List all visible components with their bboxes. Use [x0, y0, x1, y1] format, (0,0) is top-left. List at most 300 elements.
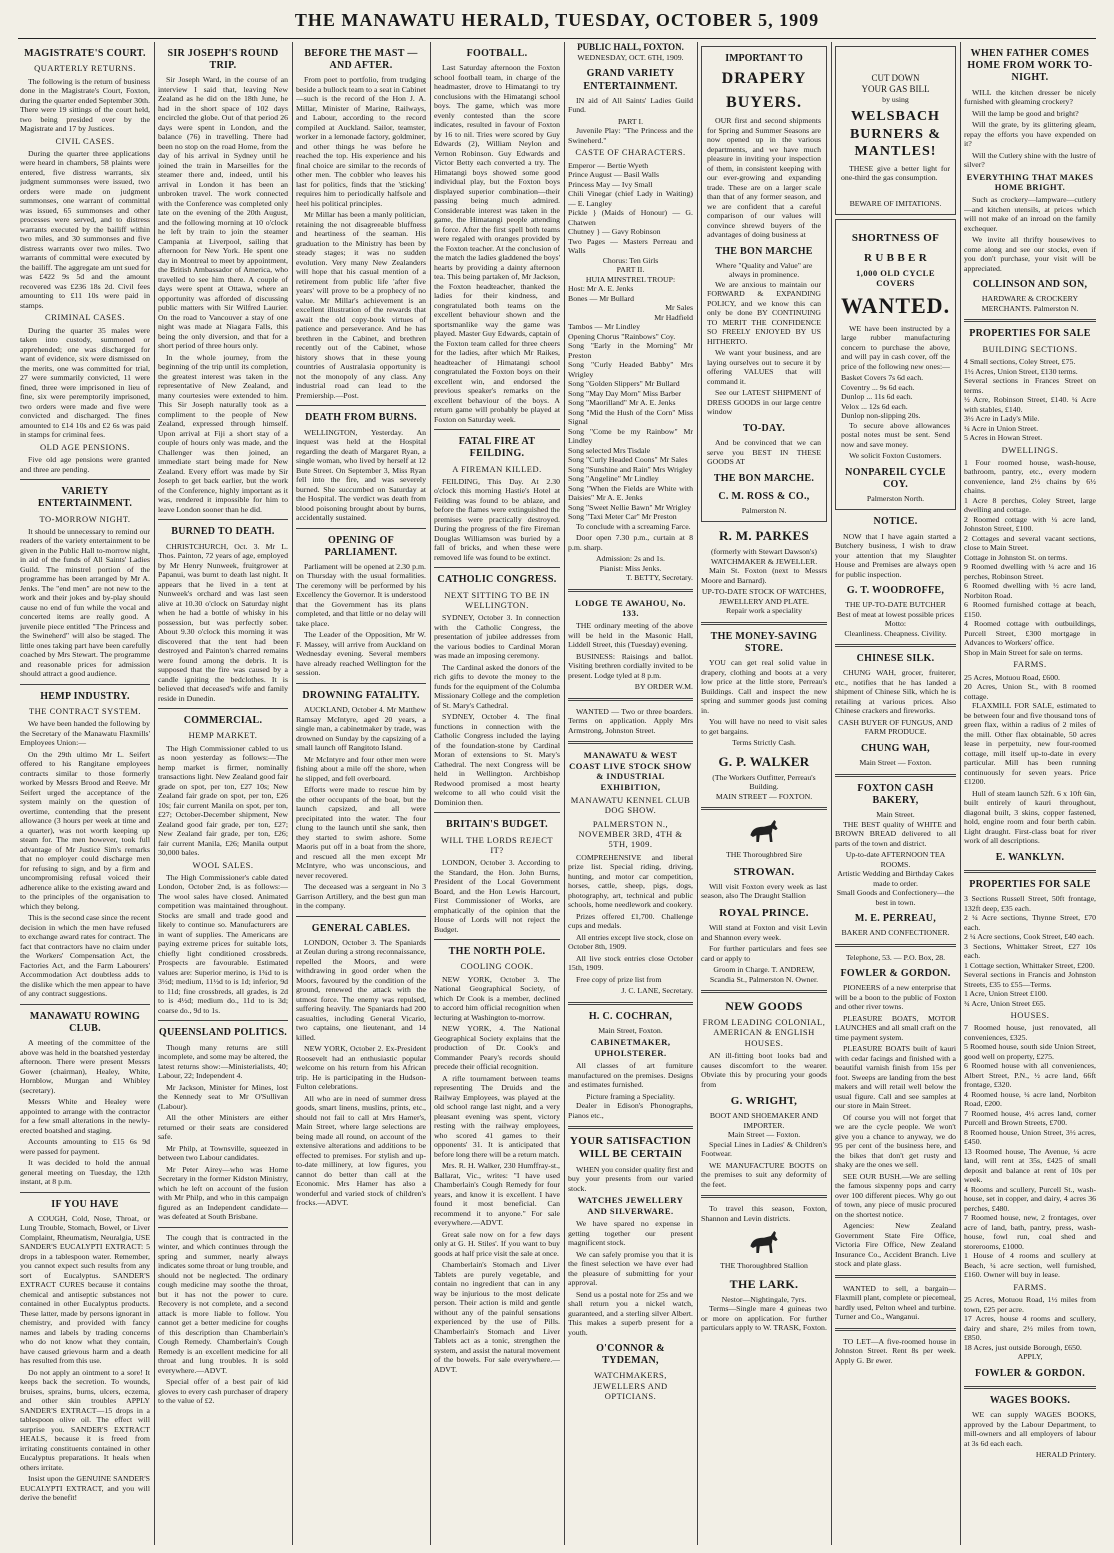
masthead: THE MANAWATU HERALD, TUESDAY, OCTOBER 5, 1909 — [294, 10, 820, 30]
ad-heading: COLLINSON AND SON, — [972, 279, 1088, 291]
paragraph: SYDNEY, October 3. In connection with the Catholic Congress, the presentation of jubilee addresses from the various bodies to Cardinal Moran was made an imposing ceremony. — [434, 613, 560, 661]
list-item: Song "Come be my Rainbow" Mr Lindley — [568, 426, 693, 446]
list-item: Basket Covers 7s 6d each. — [841, 373, 924, 383]
ad-text: Will the lamp be good and bright? — [972, 108, 1079, 118]
headline: HEMP INDUSTRY. — [40, 690, 130, 702]
list-item: Chorus: Ten Girls — [602, 255, 659, 265]
list-item: 3 Sections, Whittaker Street, £27 10s each. — [964, 941, 1096, 961]
paragraph: All who are in need of summer dress goods, smart linens, muslins, prints, etc., should not fail to call at Mrs Hamer's, Main Street, where large selections are being made all round, on account of the extensive alterations and additions to be effected to premises. For stylish and up-to-date millinery, at low figures, you cannot do better than call at the Economic. Mrs Hamer has also a wonderful and varied stock of children's frocks.—ADVT. — [296, 1093, 426, 1208]
ad-text: Prizes offered £1,700. Challenge cups and medals. — [568, 911, 693, 931]
ad-text: Terms—Single mare 4 guineas two or more on application. For further particulars apply to W. TRASK, Foxton. — [701, 1304, 827, 1333]
subheading: WOOL SALES. — [192, 859, 254, 870]
ad-line: Nestor—Nightingale, 7yrs. — [721, 1294, 807, 1304]
list-item: 1 Four roomed house, wash-house, bathroom, pantry, etc., every modern convenience, land 2½ chains by 6½ chains. — [964, 457, 1096, 496]
paragraph: AUCKLAND, October 4. Mr Matthew Ramsay McIntyre, aged 20 years, a single man, a cabinetmaker by trade, was drowned on Sunday by the capsizing of a small launch off Rangitoto Island. — [296, 705, 426, 753]
list-item: 25 Acres, Motuou Road, 1½ miles from town, £25 per acre. — [964, 1295, 1096, 1314]
list-item: Song "May Day Morn" Miss Barber — [568, 388, 682, 398]
ad-line: Pianist: Miss Jenks. — [599, 563, 662, 573]
ad-heading: NONPAREIL CYCLE COY. — [845, 466, 946, 490]
list-item: Song "Maorilland" Mr A. E. Jenks — [568, 398, 676, 408]
headline: BRITAIN'S BUDGET. — [446, 819, 548, 831]
list-item: Several sections in Frances Street on terms. — [964, 376, 1096, 395]
ad-line: MAIN STREET — FOXTON. — [715, 791, 813, 801]
list-item: Chutney } — Gavy Robinson — [568, 227, 661, 237]
divider — [568, 1002, 693, 1005]
divider — [20, 1192, 150, 1193]
ad-heading: G. WRIGHT, — [730, 1095, 798, 1108]
horse-icon — [747, 816, 781, 846]
props-list — [964, 894, 1096, 1008]
divider — [568, 1126, 693, 1129]
ad-text: WANTED to sell, a bargain—Flaxmill plant, complete or piecemeal, hardly used, Pelton wheel and turbine. Turner and Co., Wanganui. — [835, 1283, 956, 1322]
list-item: 9 Roomed dwelling with ¼ acre and 16 perches, Robinson Street. — [964, 562, 1096, 581]
list-item: 1½ Acres, Union Street, £130 terms. — [964, 366, 1078, 376]
divider — [701, 807, 827, 810]
ad-heading: WHEN FATHER COMES HOME FROM WORK TO-NIGHT. — [967, 48, 1093, 84]
ad-text: Door open 7.30 p.m., curtain at 8 p.m. sharp. — [568, 533, 693, 552]
paragraph: NEW YORK, October 2. Ex-President Roosevelt had an enthusiastic popular welcome on his return from his African trip. He is participating in the Hudson-Fulton celebrations. — [296, 1044, 426, 1092]
paragraph: Great sale now on for a few days only at G. H. Stiles'. If you want to buy goods at half price visit the sale at once. — [434, 1229, 560, 1258]
list-item: Song selected Mrs Tisdale — [568, 445, 651, 455]
subheading: CIVIL CASES. — [55, 135, 115, 146]
paragraph: A meeting of the committee of the above was held in the boatshed yesterday afternoon. There were present Messrs Gower (chairman), Healey, White, Hornblow, Murgan and Whibley (secretary). — [20, 1038, 150, 1095]
paragraph: Accounts amounting to £15 6s 9d were passed for payment. — [20, 1137, 150, 1156]
list-item: Opening Chorus "Rainbows" Coy. — [568, 331, 676, 341]
houses-list — [964, 1023, 1096, 1280]
paragraph: Mr Jackson, Minister for Mines, lost the Kennedy seat to Mr O'Sullivan (Labour). — [158, 1082, 288, 1111]
divider — [568, 741, 693, 744]
ad-text: Free copy of prize list from — [576, 974, 662, 984]
divider — [158, 519, 288, 520]
paragraph: From poet to portfolio, from trudging beside a bullock team to a seat in Cabinet—such is the record of the Hon J. A. Millar, Minister of Marine, Railways, and Labour, according to the record compiled at Auckland. Sailor, teamster, worker in a lemonade factory, goldminer, and other things he was before he reached the top. His experience and his final choice are similar to the records of other men. The cobbler who leaves his last for politics, finds that the 'sticking' requires him to periodically halfsole and heel his political principles. — [296, 75, 426, 208]
ad-text: PLEASURE BOATS built of kauri with cedar facings and finished with a beautiful varnish finish from 15s per foot. Sweeps are landing from the best makers and will retail well below the usual figure. Call and see samples at our store in Main Street. — [835, 1044, 956, 1111]
list-item: Pickle } (Maids of Honour) — G. Chatwen — [568, 208, 693, 227]
divider — [20, 1004, 150, 1005]
ad-text: Such as crockery—lampware—cutlery—and kitchen utensils, at prices which will not make of an inroad on the family exchequer. — [964, 195, 1096, 233]
rubber-ad — [835, 219, 956, 510]
paragraph: SYDNEY, October 4. The final functions in connection with the Catholic Congress included the laying of the foundation-stone by Cardinal Moran of extensions to St. Mary's Cathedral. The next Congress will be held in Wellington. Archbishop Redwood promised a most hearty welcome to all who could visit the Dominion then. — [434, 712, 560, 807]
divider — [835, 774, 956, 777]
headline: IF YOU HAVE — [51, 1198, 119, 1210]
divider — [296, 528, 426, 529]
paragraph: LONDON, October 3. According to the Standard, the Hon. John Burns, President of the Local Government Board, and the Hon Lewis Harcourt, First Commissioner of Works, are emphatically of the opinion that the House of Lords will not reject the Budget. — [434, 858, 560, 934]
list-item: 7 Roomed house, just renovated, all conveniences, £325. — [964, 1023, 1096, 1042]
ad-text: WE have been instructed by a large rubber manufacturing concern to purchase the above, and will pay in cash cover, off the price of the following new ones:— — [841, 323, 950, 371]
paragraph: Though many returns are still incomplete, and some may be altered, the latest returns show:—Ministerialists, 40; Labour, 22; Independent 4. — [158, 1042, 288, 1081]
ad-heading: THE BON MARCHE — [715, 245, 813, 257]
divider — [568, 589, 693, 592]
sections-list — [964, 357, 1096, 443]
ad-text: For further particulars and fees see card or apply to — [701, 944, 827, 963]
ad-heading: BUYERS. — [726, 93, 802, 111]
ad-heading: CUT DOWN — [871, 73, 920, 83]
ad-line: BEWARE OF IMITATIONS. — [849, 198, 942, 208]
column-7 — [835, 42, 956, 1545]
ad-heading: WATCHES JEWELLERY AND SILVERWARE. — [577, 1195, 684, 1216]
list-item: Song "Early in the Morning" Mr Preston — [568, 341, 693, 360]
divider — [434, 939, 560, 940]
ad-text: Will visit Foxton every week as last season, also The Draught Stallion — [701, 881, 827, 901]
tyre-list — [841, 373, 950, 421]
ad-line: Small Goods and Confectionery—the best in town. — [836, 888, 955, 907]
ad-text: We invite all thrifty housewives to come along and see our stocks, even if you don't purchase, your visit will be appreciated. — [964, 235, 1096, 273]
divider — [964, 1386, 1096, 1389]
ad-line: WATCHMAKERS, JEWELLERS AND OPTICIANS. — [593, 1370, 668, 1402]
ad-heading: C. M. ROSS & CO., — [718, 490, 810, 502]
paragraph: The following is the return of business done in the Magistrate's Court, Foxton, during the quarter ended September 30th. There were 19 sittings of the court held, two being presided over by the Magistrate and 17 by Justices. — [20, 76, 150, 134]
paragraph: The cough that is contracted in the winter, and which continues through the spring and summer, nearly always indicates some throat or lung trouble, and should not be neglected. The ordinary cough medicine may soothe the throat, but it has not the power to cure. Recovery is not complete, and a second attack is more liable to follow. You cannot get a better medicine for coughs of this description than Chamberlain's Cough Remedy. Chamberlain's Cough Remedy is an excellent medicine for all throat and lung troubles. It is sold everywhere.—ADVT. — [158, 1232, 288, 1375]
paragraph: In the whole journey, from the beginning of the trip until its completion, the greatest interest was taken in the representative of New Zealand, and many courtesies were extended to him. This Sir Joseph naturally took as a compliment to the people of New Zealand, expressed through himself. Upon arrival at Fiji a short stay of a couple of hours only was made, and the Challenger was then joined, an immediate start being made for New Zealand. Every effort was made by Sir Joseph to get back earlier, but the work of the Conference, highly important as it was, rendered it impossible for him to leave London sooner than he did. — [158, 352, 288, 514]
gas-ad — [835, 46, 956, 215]
list-item: 4 Small sections, Coley Street, £75. — [964, 357, 1076, 367]
divider — [835, 1328, 956, 1331]
headline: BURNED TO DEATH. — [171, 526, 275, 538]
ad-signature: T. BETTY, Secretary. — [626, 573, 693, 583]
ad-heading: EVERYTHING THAT MAKES HOME BRIGHT. — [966, 171, 1094, 192]
list-item: Mr Hadfield — [654, 312, 693, 322]
list-item: 7 Roomed house, new, 2 frontages, over acre of land, bath, pantry, press, wash-house, fowl run, coal shed and storerooms, £1000. — [964, 1213, 1096, 1251]
divider — [835, 1275, 956, 1278]
headline: QUEENSLAND POLITICS. — [158, 1027, 288, 1039]
list-item: Song "Golden Slippers" Mr Bullard — [568, 379, 680, 389]
ad-heading: CHUNG WAH, — [861, 742, 930, 754]
list-item: Song "Angeline" Mr Lindley — [568, 474, 659, 484]
ad-text: We solicit Foxton Customers. — [849, 451, 942, 461]
list-item: Mr Sales — [665, 303, 693, 313]
divider — [701, 990, 827, 993]
ad-line: APPLY, — [1017, 1352, 1043, 1362]
cast-list — [568, 161, 693, 266]
column-5 — [568, 42, 693, 1545]
ad-text: See our LATEST SHIPMENT of DRESS GOODS in our large centre window — [707, 388, 821, 417]
ad-heading: PALMERSTON N., NOVEMBER 3RD, 4TH & 5TH, 1909. — [578, 818, 683, 850]
ad-heading: SHORTNESS OF — [851, 232, 940, 245]
list-item: 2 ¼ Acre sections, Cook Street, £40 each. — [964, 932, 1095, 942]
column-rule — [564, 42, 565, 1545]
list-item: 5 Acres in Howan Street. — [964, 433, 1043, 443]
column-rule — [697, 42, 698, 1545]
ad-text: All entries except live stock, close on October 8th, 1909. — [568, 932, 693, 952]
ad-text: All live stock entries close October 15th, 1909. — [568, 953, 693, 973]
ad-line: Repair work a speciality — [726, 606, 802, 616]
dwellings-list — [964, 458, 1096, 658]
ad-line: (The Workers Outfitter, Perreau's Building. — [712, 772, 816, 792]
ad-heading: FOWLER & GORDON. — [974, 1367, 1086, 1379]
ad-heading: PUBLIC HALL, FOXTON. — [577, 42, 684, 52]
subheading: HEMP MARKET. — [188, 730, 258, 741]
list-item: Prince August — Basil Walls — [568, 170, 660, 180]
ad-text: NOW that I have again started a Butchery business, I wish to draw your attention that my Slaughter House and Premises are always open for public inspection. — [835, 531, 956, 579]
subheading: WILL THE LORDS REJECT IT? — [440, 834, 554, 855]
ad-line: CASTE OF CHARACTERS. — [575, 147, 686, 158]
list-item: ¾ Acre, Union Street £65. — [964, 998, 1046, 1008]
headline: MANAWATU ROWING CLUB. — [29, 1010, 141, 1035]
ad-text: SEE OUR BUSH.—We are selling the famous sixpenny pops and carry over 100 different pieces. Why go out of town, any piece of music procured on the shortest notice. — [835, 1171, 956, 1219]
headline: FOOTBALL. — [466, 48, 528, 59]
ad-text: We can safely promise you that it is the finest selection we have ever had the pleasure of submitting for your approval. — [568, 1249, 693, 1288]
ad-heading: R. M. PARKES — [718, 528, 810, 544]
ad-text: FLAXMILL FOR SALE, estimated to be between four and five thousand tons of green flax, within a radius of 2 miles of the mill. Other flax obtainable, 50 acres lease in perpetuity, new four-roomed cottage, mill itself up-to-date in every particular. Mill has been running continuously for seven years. Price £1200. — [964, 701, 1096, 787]
paragraph: A rifle tournament between teams representing The Druids and the Railway Employees, was played at the old school range last night, and a very pleasant evening was spent, victory resting with the railway employees, who scored 41 games to their opponents' 31. It is anticipated that before long there will be a return match. — [434, 1073, 560, 1159]
column-8 — [964, 42, 1096, 1545]
ad-text: Of course you will not forget that we are the cycle people. We won't give you a chance to anyway, we do 95 per cent of the business here, and the bikes that don't get rusty and shaky are the ones we sell. — [835, 1112, 956, 1170]
drapery-ad — [701, 46, 827, 522]
ad-heading: M. E. PERREAU, — [854, 913, 937, 925]
paragraph: Mr Philp, at Townsville, squeezed in between two Labour candidates. — [158, 1143, 288, 1163]
column-2 — [158, 42, 288, 1545]
ad-heading: YOUR SATISFACTION WILL BE CERTAIN — [569, 1135, 692, 1161]
list-item: Song "Sweet Nellie Bawn" Mr Wrigley — [568, 502, 692, 512]
divider — [568, 698, 693, 701]
top-rule — [18, 38, 1096, 39]
column-4 — [434, 42, 560, 1545]
ad-line: FROM LEADING COLONIAL, AMERICAN & ENGLISH HOUSES. — [702, 1017, 826, 1048]
list-item: 1 Cottage section, Whittaker Street, £200. — [964, 960, 1095, 970]
headline: THE NORTH POLE. — [448, 946, 546, 958]
ad-line: Main Street — Foxton. — [727, 1130, 801, 1140]
column-1 — [20, 42, 150, 1545]
ad-line: Admission: 2s and 1s. — [596, 554, 665, 564]
ad-text: IN aid of All Saints' Ladies Guild Fund. — [568, 95, 693, 115]
paragraph: The High Commissioner's cable dated London, October 2nd, is as follows:—The wool sales have closed. Animated competition was maintained throughout. Stocks are small and trade good and likely to continue so. Manufacturers are in want of supplies. The Americans are paying extreme prices for suitable lots, chiefly light conditioned crossbreds. Prospects are favourable. Estimated values are: Superior merino, is 1¾d to is 3½d; medium, 11½d to is 1d; inferior, 9d to 11d; fine crossbreds, all grades, is 2d to is 4½d; medium do., 11d to is 3d; coarse do., 9d to 1s. — [158, 872, 288, 1015]
paragraph: It should be unnecessary to remind our readers of the variety entertainment to be given in the Public Hall to-morrow night, in aid of the funds of All Saints' Ladies Guild. The minstrel portion of the programme has been arranged by Mr A. Jenks. The "end men" are not new to the work and their jokes and by-play should cause no end of fun while the vocal and concerted items are really good. A juvenile piece entitled "The Princess and the Swineherd" will also be staged. The little ones taking part have been carefully coached by Mrs Stewart. The programme and reasonable prices for admission should attract a good audience. — [20, 526, 150, 679]
ad-heading: WELSBACH BURNERS & MANTLES! — [849, 109, 942, 159]
list-item: 1 Acre 8 perches, Coley Street, large dwelling and cottage. — [964, 495, 1096, 515]
paragraph: The Cardinal asked the donors of the rich gifts to devote the money to the funds for the equipment of the Columba Missionary College and the completion of St. Mary's Cathedral. — [434, 662, 560, 710]
ad-heading: DRAPERY — [721, 70, 807, 88]
column-6 — [701, 42, 827, 1545]
ad-signature: HERALD Printery. — [1035, 1450, 1096, 1460]
ad-line: Best of meat at lowest possible prices — [836, 609, 955, 619]
ad-heading: GRAND VARIETY ENTERTAINMENT. — [583, 68, 678, 92]
ad-text: Will the Cutlery shine with the lustre of silver? — [964, 150, 1096, 170]
ad-text: You will have no need to visit sales to get bargains. — [701, 717, 827, 736]
paragraph: LONDON, October 3. The Spaniards at Zeulan during a strong reconnaissance, repelled the Moors, and were withdrawing in good order when the Moors, favoured by the condition of the ground, renewed the attack with the utmost force. The enemy was repulsed, suffering heavily. The Spaniards had 200 casualties, including General Vicario, two captains, one lieutenant, and 14 killed. — [296, 937, 426, 1042]
paragraph: Parliament will be opened at 2.30 p.m. on Thursday with the usual formalities. The ceremony will be performed by his Excellency the Governor. It is understood that the Government has its plans completed, and that little or no delay will take place. — [296, 561, 426, 628]
subheading: DWELLINGS. — [1001, 444, 1059, 455]
ad-line: BOOT AND SHOEMAKER AND IMPORTER. — [709, 1111, 819, 1130]
list-item: Coventry ... 9s 6d each. — [841, 382, 915, 392]
ad-heading: PROPERTIES FOR SALE — [969, 878, 1091, 890]
ad-heading: NEW GOODS — [725, 999, 803, 1014]
ad-line: WEDNESDAY, OCT. 6TH, 1909. — [577, 52, 684, 62]
ad-text: TO LET—A five-roomed house in Johnston Street. Rent 8s per week. Apply G. Br ewer. — [835, 1336, 956, 1365]
horse-icon — [747, 1227, 781, 1257]
subheading: CRIMINAL CASES. — [45, 312, 125, 323]
ad-text: Dealer in Edison's Phonographs, Pianos etc., — [568, 1101, 693, 1120]
paragraph: During the quarter 35 males were taken into custody, summoned or apprehended; one was discharged for want of evidence, six were dismissed on the merits, one was committed for trial, 27 were summarily convicted, 11 were fined, three were imprisoned in lieu of fine, six were peremptorily imprisoned, two orders were made and five were convicted and discharged. The fines amounted to £14 10s and £2 6s was paid in stamps for criminal fees. — [20, 325, 150, 440]
divider — [20, 479, 150, 480]
ad-line: Cleanliness. Cheapness. Civility. — [844, 628, 947, 638]
list-item: 8 Roomed house, Union Street, 3½ acres, £450. — [964, 1127, 1096, 1147]
list-item: 3 Sections Russell Street, 50ft frontage, 132ft deep, £35 each. — [964, 894, 1096, 913]
headline: CATHOLIC CONGRESS. — [437, 574, 557, 586]
list-item: Shop in Main Street for sale on terms. — [964, 647, 1083, 657]
ad-text: Will stand at Foxton and visit Levin and Shannon every week. — [701, 923, 827, 942]
headline: MAGISTRATE'S COURT. — [24, 48, 146, 59]
divider — [964, 870, 1096, 873]
paragraph: Insist upon the GENUINE SANDER'S EUCALYPTI EXTRACT, and you will derive the benefit! — [20, 1474, 150, 1503]
list-item: Song "When the Fields are White with Daisies" Mr A. E. Jenks — [568, 483, 693, 503]
paragraph: Sir Joseph Ward, in the course of an interview I said that, leaving New Zealand as he did on the 18th June, he had in the short space of 102 days encircled the globe. Out of that period 26 days were spent in London, and the balance (76) in travelling. There had been no stop on the road Home, from the day of his arrival in Sydney until he joined the train in Marseilles for the steamer there and, indeed, until his arrival in London it has been an unbroken travel. The work connected with the Conference was completed only late on the evening of the 20th August, and the following morning at 10 o'clock he left by train to join the steamer Campania at Liverpool, sailing that afternoon for New York. He spent one day in Montreal to meet by appointment, the British Ambassador of America, who travelled to see him there. A couple of days were spent at Ottawa, where an opportunity was afforded of discussing public matters with Sir Wilfred Laurier. On the road to Vancouver a stay of one night was made at Niagara Falls, this being the only diversion, and that for a short period of three hours only. — [158, 75, 288, 351]
ad-heading: IMPORTANT TO — [725, 53, 803, 64]
paragraph: All the other Ministers are either returned or their seats are considered safe. — [158, 1113, 288, 1142]
ad-line: CASH BUYER OF FUNGUS, AND FARM PRODUCE. — [838, 717, 953, 737]
headline: SIR JOSEPH'S ROUND TRIP. — [167, 48, 279, 72]
list-item: ½ Acre, Robinson Street, £140. ¼ Acre with stables, £140. — [964, 395, 1096, 414]
ad-line: Groom in Charge. T. ANDREW, Scandia St., Palmerston N. Owner. — [709, 965, 819, 984]
ad-heading: TO-DAY. — [742, 422, 786, 434]
divider — [701, 1195, 827, 1198]
paragraph: NEW YORK, October 3. The National Geographical Society, of which Dr Cook is a member, declined to accord him official recognition when lecturing at Washington to-morrow. — [434, 974, 560, 1022]
ad-text: We are anxious to maintain our FORWARD & EXPANDING POLICY, and we know this can only be done BY CONTINUING TO MERIT THE CONFIDENCE SO FREELY ENJOYED BY US HITHERTO. — [707, 279, 821, 346]
list-item: 2 Roomed cottage with ¼ acre land, Johnston Street, £100. — [964, 514, 1096, 534]
ad-line: HUIA MINSTREL TROUP: — [585, 274, 676, 284]
list-item: Song "Sunshine and Rain" Mrs Wrigley — [568, 464, 693, 474]
ad-heading: MANAWATU KENNEL CLUB DOG SHOW. — [570, 794, 691, 816]
ad-line: THE UP-TO-DATE BUTCHER — [845, 600, 946, 610]
headline: DEATH FROM BURNS. — [305, 412, 417, 424]
ad-heading: THE BON MARCHE. — [713, 472, 815, 484]
paragraph: Five old age pensions were granted and three are pending. — [20, 455, 150, 474]
divider — [158, 1227, 288, 1228]
ad-heading: G. T. WOODROFFE, — [846, 585, 945, 597]
headline: COMMERCIAL. — [183, 715, 263, 727]
ad-heading: CHINESE SILK. — [856, 653, 935, 665]
ad-text: THE BEST quality of WHITE and BROWN BREAD delivered to all parts of the town and district. — [835, 819, 956, 848]
ad-line: Palmerston N. — [741, 505, 787, 515]
ad-text: Send us a postal note for 25s and we shall return you a nickel watch, guaranteed, and a sterling silver Albert. This makes a superb present for a youth. — [568, 1289, 693, 1337]
paragraph: Special offer of a best pair of kid gloves to every cash purchaser of drapery to the value of £2. — [158, 1377, 288, 1406]
list-item: Velox ... 12s 6d each. — [841, 401, 908, 411]
ad-text: Will the grate, by its glittering gleam, repay the efforts you have expended on it? — [964, 120, 1096, 149]
paragraph: Messrs White and Healey were appointed to arrange with the contractor for a few small alterations in the newly-erected boatshed and staging. — [20, 1097, 150, 1135]
ad-text: THE ordinary meeting of the above will be held in the Masonic Hall, Liddell Street, this (Tuesday) evening. — [568, 621, 693, 650]
ad-heading: O'CONNOR & TYDEMAN, — [596, 1343, 665, 1367]
ad-heading: E. WANKLYN. — [995, 851, 1065, 863]
list-item: Song "Taxi Meter Car" Mr Preston — [568, 512, 677, 522]
list-item: 18 Acres, just outside Borough, £650. — [964, 1342, 1082, 1352]
troup-list — [568, 284, 693, 332]
ad-heading: ROYAL PRINCE. — [719, 906, 809, 919]
subheading: HOUSES. — [1010, 1010, 1050, 1021]
column-rule — [292, 42, 293, 1545]
ad-heading: 1,000 OLD CYCLE COVERS — [855, 267, 936, 289]
list-item: 5 Roomed house, south side Union Street, good well on property, £275. — [964, 1042, 1096, 1061]
ad-heading: STROWAN. — [733, 865, 795, 878]
divider — [296, 405, 426, 406]
list-item: Chili Vinegar (chief Lady in Waiting) — E. Langley — [568, 189, 693, 208]
ad-text: Juvenile Play: "The Princess and the Swineherd." — [568, 126, 693, 145]
column-3 — [296, 42, 426, 1545]
paragraph: Mr Peter Airey—who was Home Secretary in the former Kidston Ministry, which he left on account of the fusion with Mr Philp, and who in this campaign figured as an Independent candidate—was defeated at South Brisbane. — [158, 1164, 288, 1222]
ad-line: Main Street, Foxton. — [598, 1025, 663, 1035]
ad-line: Telephone, 53. — P.O. Box, 28. — [845, 952, 946, 962]
headline: VARIETY ENTERTAINMENT. — [37, 486, 133, 510]
ad-line: Up-to-date AFTERNOON TEA ROOMS. — [845, 850, 946, 869]
ad-line: by using — [882, 94, 909, 104]
ad-heading: G. P. WALKER — [718, 753, 810, 769]
ad-line: THE Thoroughbred Sire — [725, 850, 803, 860]
headline: FATAL FIRE AT FEILDING. — [458, 436, 536, 460]
ad-text: Special Lines in Ladies' & Children's Footwear. — [701, 1139, 827, 1159]
list-item: 20 Acres, Union St., with 8 roomed cottage. — [964, 682, 1096, 701]
paragraph: We have been handed the following by the Secretary of the Manawatu Flaxmills' Employees Union:— — [20, 719, 150, 748]
column-rule — [960, 42, 961, 1545]
paragraph: The High Commissioner cabled to us as noon yesterday as follows:—The hemp market is firmer, nominally transactions light. New Zealand good fair grade on spot, per ton, £27 10s; New Zealand fair grade on spot, per ton, £26 10s; fair current Manila on spot, per ton, £27; October-December shipment, New Zealand good fair grade, per ton, £27; New Zealand fair grade, per ton, £26; fair current Manila, £26; Manila output 30,000 bales. — [158, 743, 288, 858]
ad-text: WILL the kitchen dresser be nicely furnished with gleaming crockery? — [964, 87, 1096, 107]
list-item: Several sections in Francis and Johnston Streets, £35 to £55—Terms. — [964, 970, 1096, 989]
paragraph: During the quarter three applications were heard in chambers, 58 plaints were entered, five distress warrants, six judgment summonses were issued, two orders were made on judgment summonses, one warrant of committal was issued, 65 summonses and other processes were served, and to distress warrants executed by the bailiff within two miles, and 30 summonses and five distress warrants over two miles. Two warrants of committal were executed by the bailiff. The aggregate am unt sued for was £422 9s 5d and the amount recovered was £236 18s 2d. Civil fees amounting to £11 10s were paid in stamps. — [20, 148, 150, 310]
ad-line: THE Thoroughbred Stallion — [720, 1261, 808, 1271]
subheading: TO-MORROW NIGHT. — [39, 513, 131, 524]
column-rule — [430, 42, 431, 1545]
subheading: FARMS. — [1013, 659, 1047, 670]
divider — [20, 684, 150, 685]
subheading: BUILDING SECTIONS. — [982, 343, 1078, 354]
divider — [434, 567, 560, 568]
ad-heading: PROPERTIES FOR SALE — [969, 328, 1091, 340]
ad-line: Picture framing a Speciality. — [586, 1091, 675, 1101]
list-item: 6 Roomed house with all conveniences, Albert Street, P.N., ½ acre land, 66ft frontage, £320. — [964, 1061, 1096, 1090]
paragraph: Mr McIntyre and four other men were fishing about a mile off the shore, when he slipped, and fell overboard. — [296, 754, 426, 783]
list-item: Tambos — Mr Lindley — [568, 322, 640, 332]
song-list — [568, 332, 693, 522]
paragraph: FEILDING, This Day. At 2.30 o'clock this morning Hastie's Hotel at Feilding was found to be ablaze, and before the flames were extinguished the premises were practically destroyed. During the progress of the fire Fireman Douglas Williamson was buried by a fall of bricks, and when these were removed life was found to be extinct. — [434, 476, 560, 562]
list-item: 3½ Acre in Lady's Mile. — [964, 414, 1040, 424]
paragraph: CHRISTCHURCH, Oct. 3. Mr L. Thos. Painton, 72 years of age, employed by Mr Henry Nunweek, fruitgrower at Papanui, was burnt to death last night. It appears that he lived in a tent at Nunweek's orchard and was last seen alive at 10.30 o'clock on Saturday night when he had a bottle of whisky in his possession, but was perfectly sober. About 9.30 o'clock this morning it was discovered that the tent had been destroyed and Painton's charred remains were found among the debris. It is supposed that the fire was caused by a candle igniting the bedclothes. It is believed that deceased's wife and family reside in Dunedin. — [158, 541, 288, 703]
ad-text: Agencies: New Zealand Government State Fire Office, Victoria Fire Office, New Zealand Insurance Co., Accident Branch. Live stock and plate glass. — [835, 1221, 956, 1269]
ad-text: AN ill-fitting boot looks bad and causes discomfort to the wearer. Obviate this by procuring your goods from — [701, 1051, 827, 1089]
subheading: OLD AGE PENSIONS. — [40, 441, 130, 452]
ad-heading: NOTICE. — [873, 516, 918, 528]
ad-text: CHUNG WAH, grocer, fruiterer, etc., notifies that he has landed a shipment of Chinese Silk, which he is retailing at various prices. Also Chinese crackers and fireworks. — [835, 668, 956, 716]
list-item: Host: Mr A. E. Jenks — [568, 284, 634, 294]
paragraph: On the 29th ultimo Mr L. Seifert offered to his Rangitane employees contracts similar to those formerly worked by Messrs Brood and Reeve. Mr Seifert urged the acceptance of the system mainly on the question of overtime, contending that the present allowance (3 hours per week at time and a quarter), was not worth keeping up steam for. The men however, took full advantage of Mr Justice Sim's remarks that no employer could discharge men for refusing to sign, and by a firm and uncompromising refusal voiced their adherence alike to the existing award and to the principles of the organisation to which they belong. — [20, 749, 150, 911]
list-item: 7 Roomed house, 4½ acres land, corner Purcell and Brown Streets, £700. — [964, 1108, 1096, 1128]
ad-heading: THE MONEY-SAVING STORE. — [710, 630, 818, 655]
ad-text: WANTED — Two or three boarders. Terms on application. Apply Mrs Armstrong, Johnston Street. — [568, 706, 693, 735]
ad-text: YOU can get real solid value in drapery, clothing and boots at a very low price at the little store, Perreau's Buildings. Call and inspect the new spring and summer goods just coming in. — [701, 658, 827, 715]
subheading: THE CONTRACT SYSTEM. — [28, 706, 142, 717]
list-item: 2 Cottages and several vacant sections, close to Main Street. — [964, 533, 1096, 553]
list-item: Two Pages — Masters Perreau and Walls — [568, 236, 693, 256]
list-item: 4 Rooms and scullery, Purcell St., wash-house, set in copper, and dairy, 4 acres 36 perches, £480. — [964, 1184, 1096, 1213]
paragraph: Mr Millar has been a manly politician, retaining the not disagreeable bluffness and heartiness of the seaman. His graduation to the Ministry has been by steady stages; it was no sudden evolution. Very many New Zealanders will hope that his casual mention of a retirement from public life 'after five years' will prove to be a prophecy of no value. Mr Millar's achievement is an excellent illustration of the rewards that await the old copy-book virtues of patience and perseverance. And he has brethren in the Cabinet, and brethren recently out of the Cabinet, whose history shows that in these young countries of Australasia opportunity is not the monopoly of any class. Any industrial road can lead to the Premiership.—Post. — [296, 210, 426, 400]
ad-heading: H. C. COCHRAN, — [588, 1010, 673, 1022]
divider — [158, 1020, 288, 1021]
ad-line: Artistic Wedding and Birthday Cakes made to order. — [837, 869, 954, 888]
list-item: Princess May — Ivy Small — [568, 179, 653, 189]
list-item: Bones — Mr Bullard — [568, 293, 635, 303]
paragraph: Chamberlain's Stomach and Liver Tablets are purely vegetable, and contain no ingredient that can in any way be injurious to the most delicate person. Their action is mild and gentle without any of the painful sensations experienced by the use of Pills. Chamberlain's Stomach and Liver Tablets act as a tonic, strengthen the system, and assist the natural movement of the bowels. For sale everywhere.—ADVT. — [434, 1260, 560, 1374]
subheading: NEXT SITTING TO BE IN WELLINGTON. — [444, 589, 550, 610]
ad-heading: WAGES BOOKS. — [989, 1395, 1071, 1407]
ad-text: To travel this season, Foxton, Shannon and Levin districts. — [701, 1204, 827, 1223]
ad-heading: MANAWATU & WEST COAST LIVE STOCK SHOW & INDUSTRIAL EXHIBITION, — [569, 750, 692, 792]
paragraph: It was decided to hold the annual general meeting on Tuesday, the 12th instant, at 8 p.m. — [20, 1158, 150, 1187]
list-item: 1 House of 4 rooms and scullery at Beach, ¼ acre section, well furnished, £160. Owner will buy in lease. — [964, 1251, 1096, 1280]
ad-text: PLEASURE BOATS, MOTOR LAUNCHES and all small craft on the time payment system. — [835, 1013, 956, 1042]
list-item: 4 Roomed cottage with outbuildings, Purcell Street, £300 mortgage in Advances to Workers' office. — [964, 619, 1096, 648]
ad-line: Motto: — [884, 619, 907, 629]
ad-text: WE can supply WAGES BOOKS, approved by the Labour Department, to mill-owners and all employers of labour at 3s 6d each each. — [964, 1410, 1096, 1448]
ad-text: BUSINESS: Raisings and ballot. Visiting brethren cordially invited to be present. Lodge tyled at 8 p.m. — [568, 651, 693, 680]
ad-text: We have spared no expense in getting together our present magnificent stock. — [568, 1219, 693, 1248]
ad-line: Where "Quality and Value" are always in prominence. — [715, 260, 813, 280]
paragraph: WELLINGTON, Yesterday. An inquest was held at the Hospital regarding the death of Margaret Ryan, a single woman, who lived by herself at 12 Bute Street. On September 3, Miss Ryan fell into the fire, and was severely burned. She succumbed on Saturday at the Hospital. The verdict was death from blood poisoning brought about by burns, accidentally sustained. — [296, 427, 426, 523]
subheading: A FIREMAN KILLED. — [452, 463, 542, 474]
